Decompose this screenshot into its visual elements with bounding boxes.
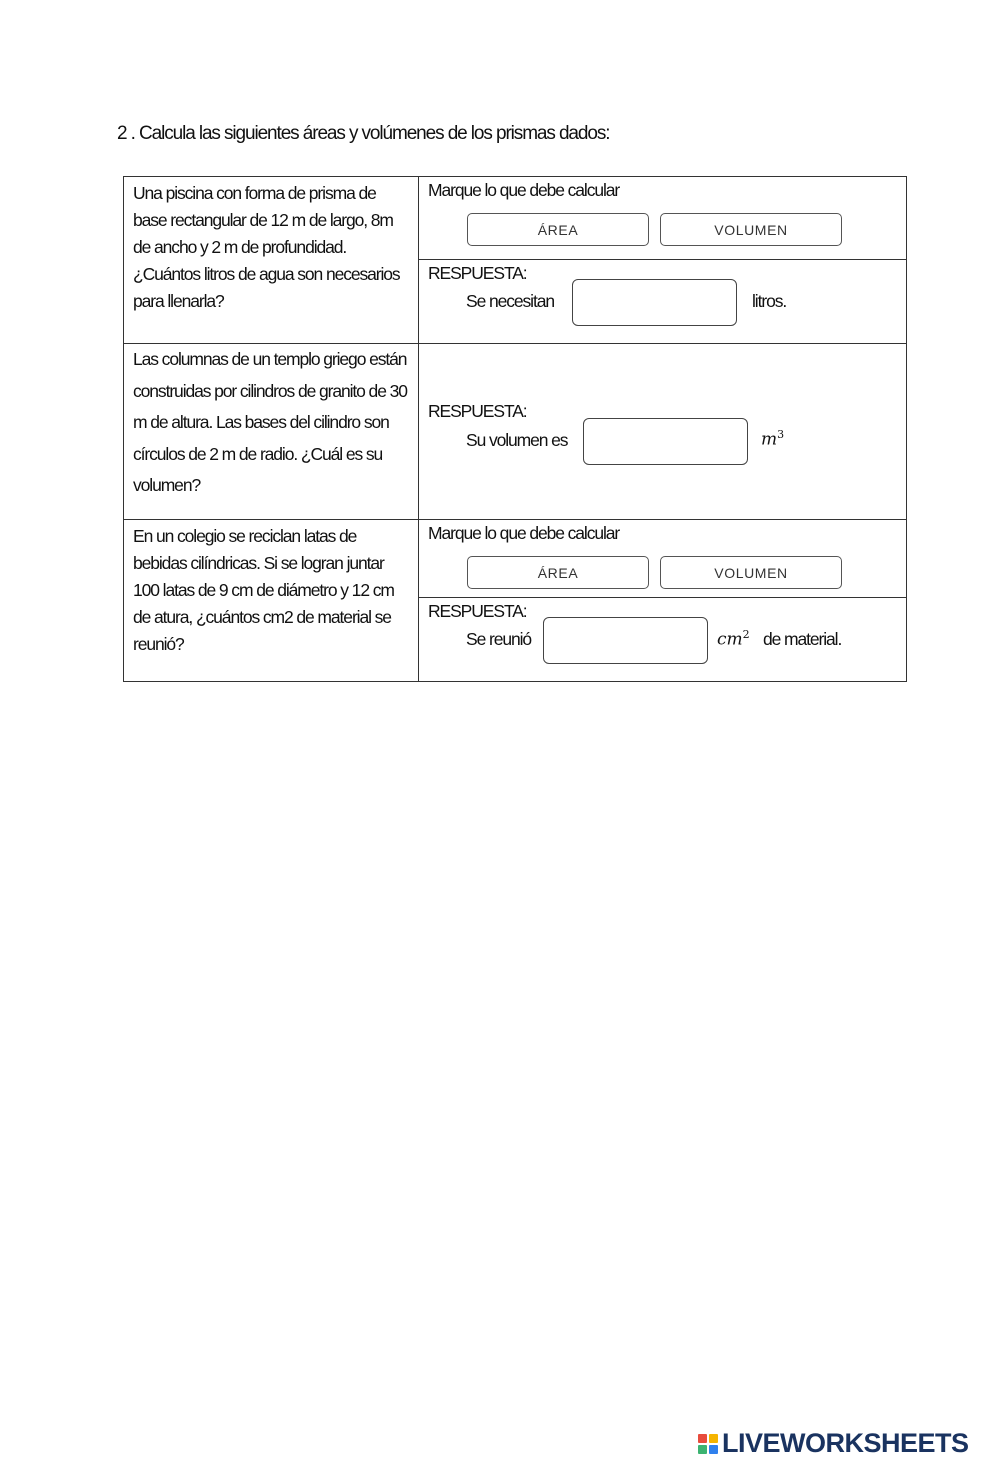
- exercise-table: [123, 176, 907, 682]
- table-row: [124, 344, 906, 520]
- answer-prefix: Se necesitan: [466, 291, 554, 311]
- area-option-button[interactable]: ÁREA: [467, 213, 649, 246]
- logo-square: [709, 1434, 718, 1443]
- answer-cell: [419, 177, 906, 343]
- logo-square: [698, 1445, 707, 1454]
- question-text: En un colegio se reciclan latas de bebidas cilíndricas. Si se logran juntar 100 latas de 9 cm de diámetro y 12 cm de atura, ¿cuántos cm2 de material se reunió?: [124, 520, 419, 681]
- choice-section: [419, 177, 906, 260]
- litros-answer-input[interactable]: [572, 279, 737, 326]
- table-row: [124, 520, 906, 681]
- unit-base: m: [761, 429, 778, 450]
- unit-m3: [761, 428, 784, 450]
- respuesta-label: RESPUESTA:: [428, 601, 527, 621]
- liveworksheets-logo: [698, 1428, 969, 1459]
- material-answer-input[interactable]: [543, 617, 708, 664]
- unit-base: cm: [717, 629, 743, 650]
- logo-square: [698, 1434, 707, 1443]
- answer-suffix: litros.: [752, 291, 787, 311]
- answer-cell: [419, 520, 906, 681]
- response-section: [419, 260, 906, 343]
- calc-prompt: Marque lo que debe calcular: [428, 180, 620, 200]
- choice-section: [419, 520, 906, 598]
- area-option-button[interactable]: ÁREA: [467, 556, 649, 589]
- volumen-answer-input[interactable]: [583, 418, 748, 465]
- brand-name: LIVEWORKSHEETS: [722, 1428, 969, 1458]
- answer-prefix: Se reunió: [466, 629, 532, 649]
- answer-prefix: Su volumen es: [466, 430, 568, 450]
- volumen-option-button[interactable]: VOLUMEN: [660, 213, 842, 246]
- logo-icon: [698, 1434, 718, 1454]
- volumen-option-button[interactable]: VOLUMEN: [660, 556, 842, 589]
- respuesta-label: RESPUESTA:: [428, 263, 527, 283]
- table-row: [124, 177, 906, 344]
- respuesta-label: RESPUESTA:: [428, 401, 527, 421]
- question-text: Una piscina con forma de prisma de base rectangular de 12 m de largo, 8m de ancho y 2 m de profundidad. ¿Cuántos litros de agua son necesarios para llenarla?: [124, 177, 419, 343]
- answer-cell: [419, 344, 906, 519]
- response-section: [419, 598, 906, 681]
- logo-square: [709, 1445, 718, 1454]
- unit-cm2: [717, 628, 750, 650]
- question-text: Las columnas de un templo griego están construidas por cilindros de granito de 30 m de altura. Las bases del cilindro son círculos de 2 m de radio. ¿Cuál es su volumen?: [124, 344, 419, 519]
- answer-suffix: de material.: [763, 629, 842, 649]
- unit-exponent: 2: [742, 628, 750, 641]
- calc-prompt: Marque lo que debe calcular: [428, 523, 620, 543]
- exercise-title: 2 . Calcula las siguientes áreas y volúmenes de los prismas dados:: [117, 123, 610, 144]
- unit-exponent: 3: [777, 428, 785, 441]
